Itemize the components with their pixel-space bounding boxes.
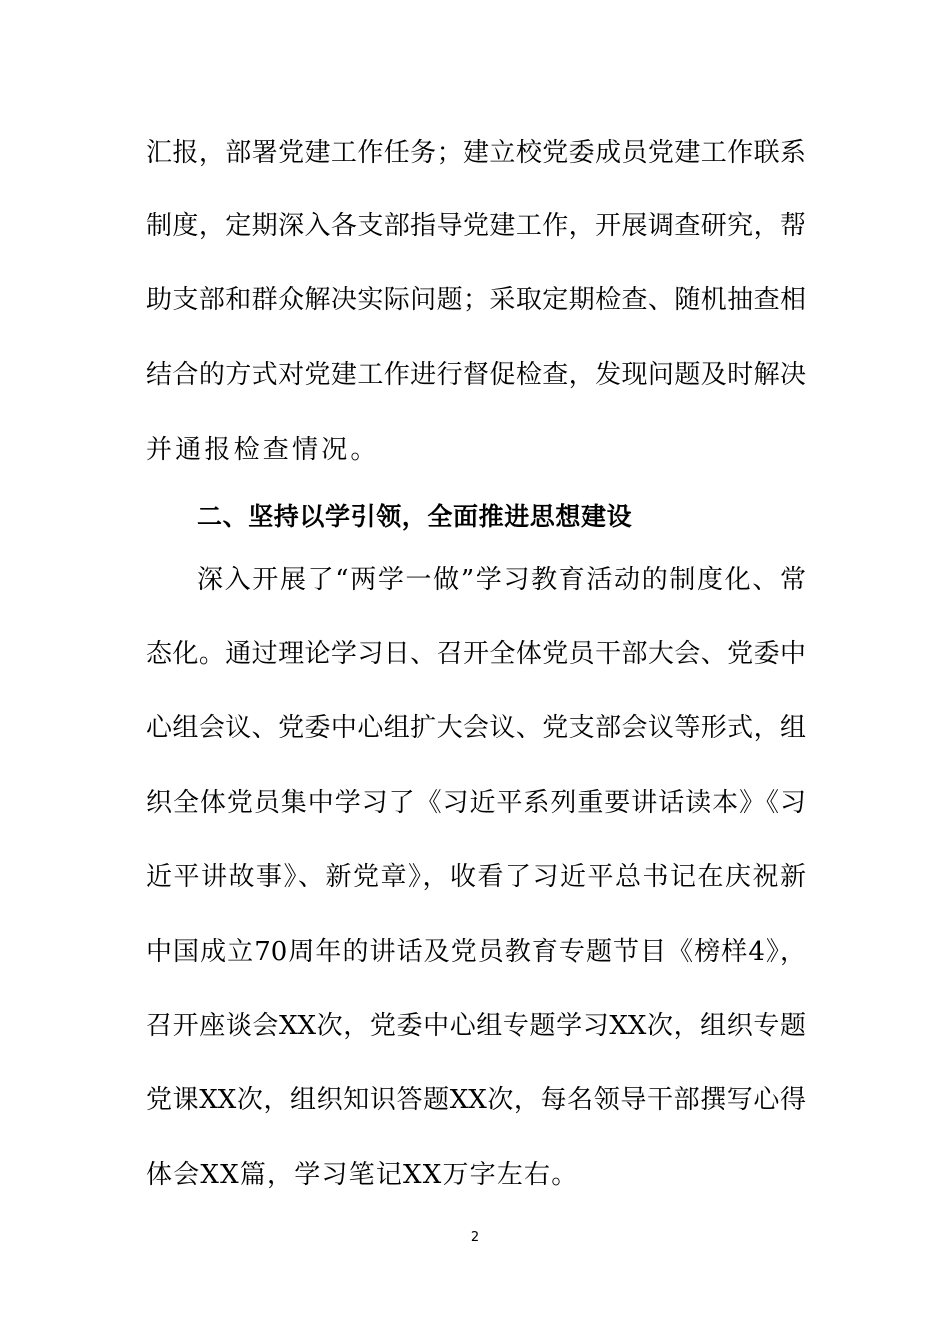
body-line: 并通报检查情况。 bbox=[146, 435, 380, 465]
body-line: 态化。通过理论学习日、召开全体党员干部大会、党委中 bbox=[146, 639, 806, 669]
section-heading: 二、坚持以学引领，全面推进思想建设 bbox=[197, 502, 633, 531]
page-number: 2 bbox=[470, 1230, 480, 1245]
body-line: 织全体党员集中学习了《习近平系列重要讲话读本》《习 bbox=[146, 788, 806, 818]
body-line: 心组会议、党委中心组扩大会议、党支部会议等形式，组 bbox=[146, 713, 806, 743]
body-line: 制度，定期深入各支部指导党建工作，开展调查研究，帮 bbox=[146, 211, 806, 241]
body-line: 近平讲故事》、新党章》，收看了习近平总书记在庆祝新 bbox=[146, 862, 806, 892]
body-line: 助支部和群众解决实际问题；采取定期检查、随机抽查相 bbox=[146, 285, 806, 315]
body-line: 体会XX篇，学习笔记XX万字左右。 bbox=[146, 1160, 579, 1190]
body-line: 汇报，部署党建工作任务；建立校党委成员党建工作联系 bbox=[146, 138, 806, 168]
body-line: 党课XX次，组织知识答题XX次，每名领导干部撰写心得 bbox=[146, 1085, 806, 1115]
body-line: 深入开展了“两学一做”学习教育活动的制度化、常 bbox=[197, 565, 806, 595]
body-line: 结合的方式对党建工作进行督促检查，发现问题及时解决 bbox=[146, 360, 806, 390]
body-line: 召开座谈会XX次，党委中心组专题学习XX次，组织专题 bbox=[146, 1011, 806, 1041]
body-line: 中国成立70周年的讲话及党员教育专题节目《榜样4》， bbox=[146, 937, 806, 967]
